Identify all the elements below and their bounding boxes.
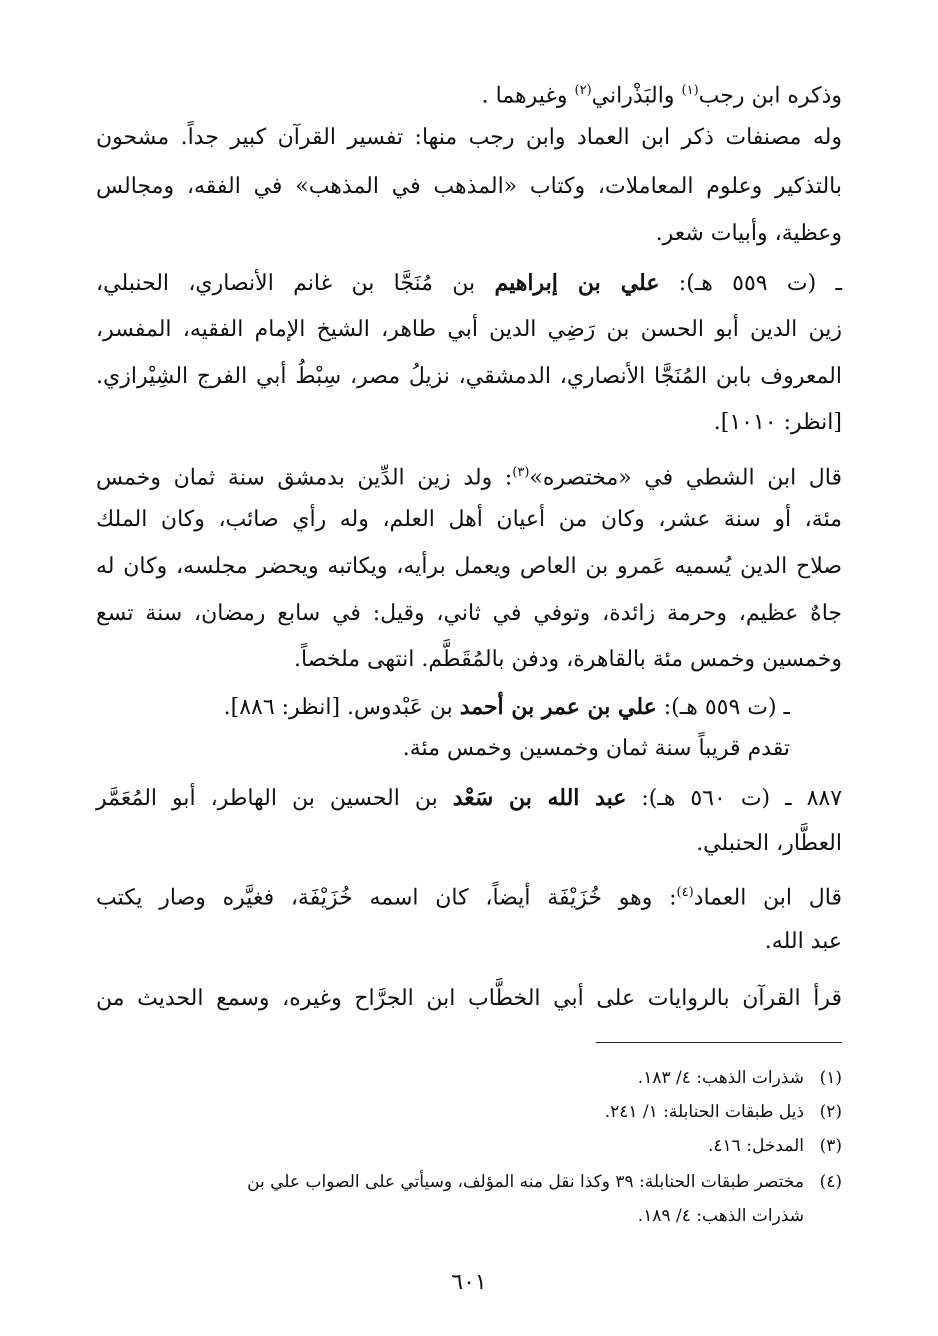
text-line xyxy=(482,76,842,111)
footnote-text: المدخل: ٤١٦. xyxy=(708,1136,804,1156)
entry-name: عبد الله بن سَعْد xyxy=(452,785,627,811)
footnote-text: مختصر طبقات الحنابلة: ٣٩ وكذا نقل منه المؤلف، وسيأتي على الصواب علي بن xyxy=(247,1172,804,1192)
footnote-divider xyxy=(596,1042,842,1043)
entry-number: ٨٨٧ ـ (ت ٥٦٠ هـ): xyxy=(626,786,843,811)
text-span: قال ابن العماد xyxy=(693,885,842,911)
text-line: زين الدين أبو الحسن بن رَضِي الدين أبي طاهر، الشيخ الإمام الفقيه، المفسر، xyxy=(96,317,842,342)
text-line: وعظية، وأبيات شعر. xyxy=(655,221,842,246)
text-line xyxy=(96,458,842,493)
page-number: ٦٠١ xyxy=(451,1270,487,1295)
footnote xyxy=(247,1170,842,1194)
text-span: وغيرهما . xyxy=(481,83,575,109)
footnote xyxy=(638,1066,842,1090)
text-line: جاهٌ عظيم، وحرمة زائدة، وتوفي في ثاني، وقيل: في سابع رمضان، سنة تسع xyxy=(96,601,842,626)
entry-date: ـ (ت ٥٥٩ هـ): xyxy=(656,695,790,720)
entry-heading xyxy=(96,783,842,814)
text-line: وله مصنفات ذكر ابن العماد وابن رجب منها: تفسير القرآن كبير جداً. مشحون xyxy=(96,125,842,150)
entry-date: ـ (ت ٥٥٩ هـ): xyxy=(659,271,842,296)
text-span: والبَذْراني xyxy=(591,83,682,109)
text-line: عبد الله. xyxy=(764,929,842,954)
text-line: المعروف بابن المُنَجَّا الأنصاري، الدمشقي، نزيلُ مصر، سِبْطُ أبي الفرج الشِيْرازي. xyxy=(96,364,842,389)
text-line: تقدم قريباً سنة ثمان وخمسين وخمس مئة. xyxy=(402,736,790,761)
text-line: وخمسين وخمس مئة بالقاهرة، ودفن بالمُقَطَّم. انتهى ملخصاً. xyxy=(294,647,842,672)
cross-reference[interactable]: [انظر: ١٠١٠]. xyxy=(713,410,842,435)
text-span: بن عَبْدوس. [انظر: ٨٨٦]. xyxy=(223,695,460,720)
text-line: صلاح الدين يُسميه عَمرو بن العاص ويعمل برأيه، ويكاتبه ويحضر مجلسه، وكان له xyxy=(96,554,842,579)
footnote xyxy=(605,1100,842,1124)
text-line xyxy=(96,878,842,913)
entry-name: علي بن إبراهيم xyxy=(494,270,660,296)
footnote-number: (٤) xyxy=(819,1172,842,1192)
footnote-number: (١) xyxy=(819,1068,842,1088)
text-span: بن مُنَجَّا بن غانم الأنصاري، الحنبلي، xyxy=(96,271,495,296)
text-line: قرأ القرآن بالروايات على أبي الخطَّاب ابن الجرَّاح وغيره، وسمع الحديث من xyxy=(96,986,842,1011)
footnote-ref[interactable]: (٣) xyxy=(512,465,530,480)
footnote-ref[interactable]: (٢) xyxy=(574,83,592,98)
footnote-ref[interactable]: (١) xyxy=(681,83,699,98)
footnote-continuation: شذرات الذهب: ٤/ ١٨٩. xyxy=(637,1206,804,1226)
text-span: قال ابن الشطي في «مختصره» xyxy=(529,465,842,491)
text-span: : ولد زين الدِّين بدمشق سنة ثمان وخمس xyxy=(96,465,513,491)
text-line: العطَّار، الحنبلي. xyxy=(696,831,842,856)
footnote-text: شذرات الذهب: ٤/ ١٨٣. xyxy=(637,1068,804,1088)
text-line: مئة، أو سنة عشر، وكان من أعيان أهل العلم، وله رأي صائب، وكان الملك xyxy=(96,507,842,532)
text-span: وذكره ابن رجب xyxy=(698,83,842,109)
text-span: بن الحسين بن الهاطر، أبو المُعَمَّر xyxy=(96,786,453,811)
footnote-number: (٢) xyxy=(819,1102,842,1122)
entry-heading xyxy=(96,268,842,299)
text-line: بالتذكير وعلوم المعاملات، وكتاب «المذهب في المذهب» في الفقه، ومجالس xyxy=(96,174,842,199)
entry-name: علي بن عمر بن أحمد xyxy=(459,694,657,720)
text-span: : وهو خُزَيْفَة أيضاً، كان اسمه خُزَيْفَة، فغيَّره وصار يكتب xyxy=(96,885,677,911)
footnote-ref[interactable]: (٤) xyxy=(676,885,694,900)
entry-heading xyxy=(224,692,790,723)
footnote-number: (٣) xyxy=(819,1136,842,1156)
footnote-text: ذيل طبقات الحنابلة: ١/ ٢٤١. xyxy=(604,1102,804,1122)
footnote xyxy=(708,1134,842,1158)
